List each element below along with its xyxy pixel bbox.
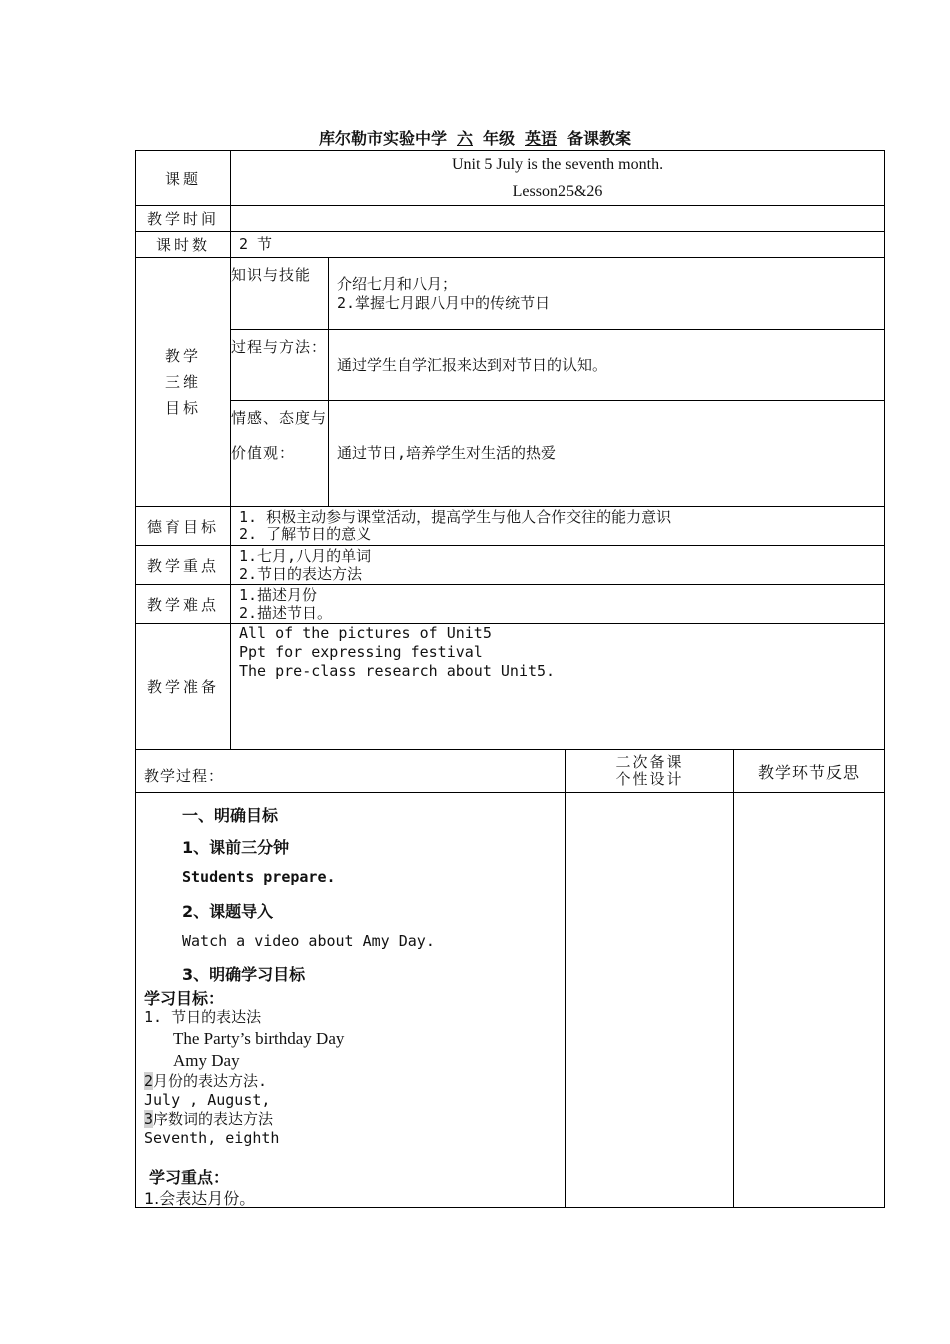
difficulties-value [231, 585, 885, 624]
second-prep-cell [566, 793, 734, 1208]
goal-line [144, 1072, 267, 1091]
step-heading: 2、课题导入 [182, 902, 274, 921]
time-value [231, 206, 885, 232]
difficulties-label: 教学难点 [136, 585, 231, 624]
students-prepare: Students prepare. [182, 868, 336, 886]
key-points-row [136, 546, 885, 585]
preparation-line: The pre-class research about Unit5. [239, 662, 556, 680]
goals-label: 学习目标： [144, 989, 225, 1008]
topic-label: 课题 [136, 151, 231, 206]
goal-example: July , August, [144, 1091, 271, 1109]
moral-row [136, 507, 885, 546]
preparation-line: Ppt for expressing festival [239, 643, 483, 661]
objective-row-2 [136, 330, 885, 401]
moral-line: 1. 积极主动参与课堂活动，提高学生与他人合作交往的能力意识 [239, 508, 672, 526]
knowledge-skill-label: 知识与技能 [231, 258, 329, 330]
key-points-value [231, 546, 885, 585]
grade-suffix: 年级 [482, 129, 515, 148]
process-label: 教学过程： [136, 750, 566, 793]
focus-line: 1.会表达月份。 [144, 1189, 256, 1208]
video-text: Watch a video about Amy Day. [182, 932, 435, 950]
objectives-label [136, 258, 231, 507]
preparation-label: 教学准备 [136, 624, 231, 750]
objectives-label-line: 教学 [164, 347, 201, 365]
knowledge-skill-value [329, 258, 885, 330]
goal-example: The Party’s birthday Day [173, 1029, 345, 1048]
knowledge-line: 介绍七月和八月； [337, 274, 458, 293]
reflection-cell [734, 793, 885, 1208]
knowledge-line: 2.掌握七月跟八月中的传统节日 [337, 293, 551, 312]
school-name: 库尔勒市实验中学 [318, 129, 447, 148]
objectives-label-line: 三维 [164, 373, 201, 391]
emotion-attitude-label: 情感、态度与价值观： [231, 401, 329, 507]
preparation-row [136, 624, 885, 750]
focus-label: 学习重点： [149, 1168, 230, 1187]
key-point-line: 1.七月,八月的单词 [239, 547, 372, 565]
objective-row-1 [136, 258, 885, 330]
topic-line2: Lesson25&26 [512, 183, 603, 200]
goal-number: 3 [144, 1110, 154, 1128]
key-point-line: 2.节日的表达方法 [239, 565, 363, 583]
process-content [136, 793, 566, 1208]
goal-line [144, 1110, 273, 1129]
goal-number: 2 [144, 1072, 154, 1090]
goal-text: 月份的表达方法. [153, 1072, 268, 1090]
periods-value: 2 节 [231, 232, 885, 258]
section-heading: 一、明确目标 [182, 806, 279, 825]
goal-line: 1. 节日的表达法 [144, 1008, 262, 1026]
goal-text: 序数词的表达方法 [153, 1110, 274, 1128]
second-prep-line: 二次备课 [615, 753, 684, 771]
process-method-value: 通过学生自学汇报来达到对节日的认知。 [329, 330, 885, 401]
moral-line: 2. 了解节日的意义 [239, 525, 372, 543]
periods-row [136, 232, 885, 258]
time-row [136, 206, 885, 232]
periods-label: 课时数 [136, 232, 231, 258]
moral-label: 德育目标 [136, 507, 231, 546]
page-title [0, 126, 950, 149]
objectives-label-line: 目标 [164, 399, 201, 417]
difficulty-line: 2.描述节日。 [239, 604, 333, 622]
time-label: 教学时间 [136, 206, 231, 232]
doc-type: 备课教案 [567, 129, 632, 148]
lesson-plan-table [135, 150, 885, 1208]
reflection-header: 教学环节反思 [734, 750, 885, 793]
moral-value [231, 507, 885, 546]
key-points-label: 教学重点 [136, 546, 231, 585]
goal-example: Amy Day [173, 1051, 240, 1070]
process-header-row [136, 750, 885, 793]
process-method-label: 过程与方法： [231, 330, 329, 401]
topic-line1: Unit 5 July is the seventh month. [451, 156, 664, 173]
topic-value [231, 151, 885, 206]
subject-value: 英语 [525, 129, 558, 148]
second-prep-line: 个性设计 [615, 770, 684, 788]
difficulties-row [136, 585, 885, 624]
objective-row-3 [136, 401, 885, 507]
preparation-line: All of the pictures of Unit5 [239, 624, 492, 642]
goal-example: Seventh, eighth [144, 1129, 280, 1147]
process-body-row [136, 793, 885, 1208]
step-heading: 3、明确学习目标 [182, 965, 306, 984]
topic-row [136, 151, 885, 206]
second-prep-header [566, 750, 734, 793]
difficulty-line: 1.描述月份 [239, 586, 318, 604]
grade-value: 六 [456, 129, 473, 148]
emotion-attitude-value: 通过节日,培养学生对生活的热爱 [329, 401, 885, 507]
step-heading: 1、课前三分钟 [182, 838, 290, 857]
preparation-value [231, 624, 885, 750]
